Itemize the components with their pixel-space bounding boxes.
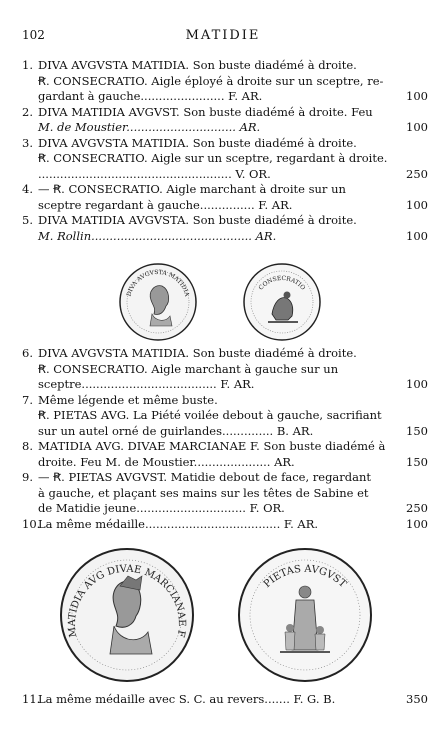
entry-9-line1: 9. — Ꞧ. PIETAS AVGVST. Matidie debout de face, regardant [22, 470, 372, 484]
entry-3-rev-line2: ..................................................... V. OR. [38, 166, 271, 181]
entries-block-2 [22, 346, 386, 532]
value-entry-10: 100 [406, 517, 428, 531]
svg-text:DIVA AVGVSTA MATIDIA: DIVA AVGVSTA MATIDIA [125, 268, 191, 298]
value-entry-2: 100 [406, 120, 428, 134]
page-title: MATIDIE [185, 28, 261, 43]
entry-1-rev-line1: Ꞧ. CONSECRATIO. Aigle éployé à droite sur un sceptre, re- [38, 73, 384, 88]
entry-8-line2: droite. Feu M. de Moustier..................... AR. [38, 454, 295, 469]
entries-block-3 [22, 692, 372, 708]
entry-3-rev-line1: Ꞧ. CONSECRATIO. Aigle sur un sceptre, regardant à droite. [38, 151, 388, 165]
coin-2-obverse [58, 546, 196, 684]
value-entry-9: 250 [406, 501, 428, 515]
coin-1-reverse [242, 262, 322, 342]
entry-8-line1: 8. MATIDIA AVG. DIVAE MARCIANAE F. Son buste diadémé à [22, 439, 386, 453]
coin-2-reverse [236, 546, 374, 684]
entry-4-line2: sceptre regardant à gauche............... F. AR. [38, 197, 293, 212]
svg-text:MATIDIA AVG DIVAE MARCIANAE F: MATIDIA AVG DIVAE MARCIANAE F [66, 563, 188, 639]
entry-2-line1: 2. DIVA MATIDIA AVGVST. Son buste diadémé à droite. Feu [22, 104, 373, 119]
entry-7-rev-line1: Ꞧ. PIETAS AVG. La Piété voilée debout à gauche, sacrifiant [38, 408, 382, 422]
entry-6-rev-line1: Ꞧ. CONSECRATIO. Aigle marchant à gauche sur un [38, 361, 339, 376]
entry-4-line1: 4. — Ꞧ. CONSECRATIO. Aigle marchant à droite sur un [22, 182, 346, 196]
entries-block-1 [22, 58, 388, 244]
value-entry-7: 150 [406, 424, 428, 438]
entry-9-line2: à gauche, et plaçant ses mains sur les têtes de Sabine et [38, 485, 369, 500]
coin-1-obverse [118, 262, 198, 342]
page-header [22, 28, 424, 44]
value-entry-4: 100 [406, 198, 428, 212]
value-entry-1: 100 [406, 89, 428, 103]
entry-11-line1: 11.La même médaille avec S. C. au revers....... F. G. B. [22, 692, 336, 706]
svg-text:PIETAS AVGVST: PIETAS AVGVST [261, 563, 349, 591]
entry-6-line1: 6. DIVA AVGVSTA MATIDIA. Son buste diadémé à droite. [22, 346, 357, 360]
entry-5-line2: M. Rollin............................................ AR. [38, 228, 277, 243]
entry-7-rev-line2: sur un autel orné de guirlandes.............. B. AR. [38, 423, 314, 438]
value-entry-11: 350 [406, 692, 428, 706]
entry-1-line1: 1. DIVA AVGVSTA MATIDIA. Son buste diadémé à droite. [22, 58, 357, 72]
value-entry-8: 150 [406, 455, 428, 469]
value-entry-5: 100 [406, 229, 428, 243]
entry-1-rev-line2: gardant à gauche....................... F. AR. [38, 89, 263, 103]
entry-10-line1: 10.La même médaille..................................... F. AR. [22, 516, 319, 531]
entry-9-line3: de Matidie jeune.............................. F. OR. [38, 501, 285, 515]
value-entry-3: 250 [406, 167, 428, 181]
entry-2-line2: M. de Moustier.............................. AR. [38, 120, 261, 134]
entry-7-line1: 7. Même légende et même buste. [22, 392, 218, 407]
value-entry-6: 100 [406, 377, 428, 391]
entry-3-line1: 3. DIVA AVGVSTA MATIDIA. Son buste diadémé à droite. [22, 135, 357, 150]
entry-6-rev-line2: sceptre..................................... F. AR. [38, 377, 255, 391]
page-number: 102 [22, 28, 45, 42]
svg-text:CONSECRATIO: CONSECRATIO [257, 274, 307, 292]
entry-5-line1: 5. DIVA MATIDIA AVGVSTA. Son buste diadémé à droite. [22, 213, 357, 227]
